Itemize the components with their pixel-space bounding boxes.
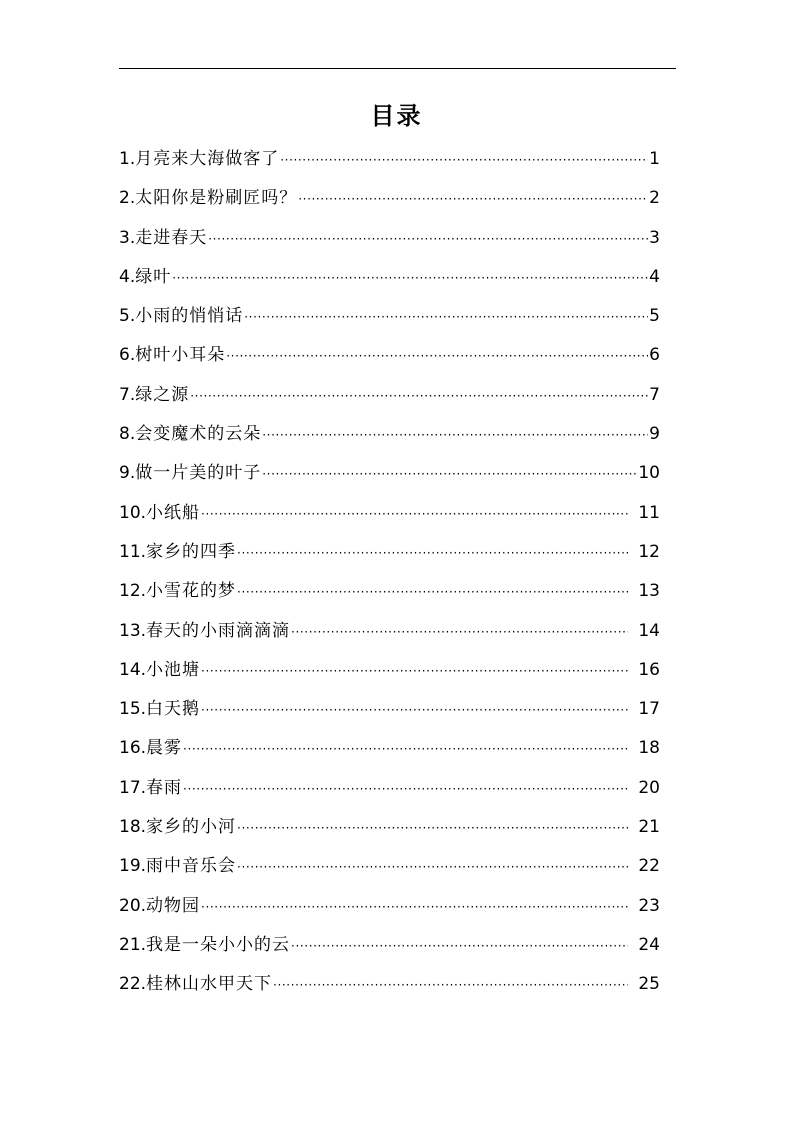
toc-entry-page-number: 3 (649, 227, 660, 248)
dot-leader (183, 770, 628, 809)
toc-entry-number: 13. (119, 620, 147, 641)
dot-leader (208, 220, 648, 259)
toc-entry-number: 11. (119, 541, 147, 562)
toc-entry (119, 258, 660, 297)
toc-entry-page-number: 12 (638, 541, 660, 562)
toc-entry-title: 家乡的小河 (146, 817, 237, 838)
toc-entry (119, 612, 660, 651)
toc-entry (119, 808, 660, 847)
toc-entry-number: 2. (119, 188, 136, 209)
toc-entry (119, 219, 660, 258)
dot-leader (237, 848, 628, 887)
toc-entry-title: 晨雾 (146, 738, 183, 759)
dot-leader (262, 455, 637, 494)
dot-leader (273, 966, 628, 1005)
toc-entry-page-number: 25 (638, 974, 660, 995)
dot-leader (172, 259, 648, 298)
toc-entry-number: 8. (119, 424, 136, 445)
toc-entry-page-number: 11 (638, 502, 660, 523)
toc-entry (119, 769, 660, 808)
toc-entry-page-number: 24 (638, 934, 660, 955)
toc-entry-title: 春雨 (146, 777, 183, 798)
toc-entry-page-number: 5 (649, 306, 660, 327)
toc-entry-page-number: 20 (638, 777, 660, 798)
toc-entry-page-number: 13 (638, 581, 660, 602)
toc-entry (119, 297, 660, 336)
toc-entry-page-number: 10 (638, 463, 660, 484)
dot-leader (190, 377, 648, 416)
toc-entry-title: 绿之源 (135, 384, 190, 405)
toc-entry-page-number: 17 (638, 699, 660, 720)
toc-entry (119, 415, 660, 454)
toc-entry-title: 走进春天 (135, 227, 208, 248)
toc-entry-page-number: 16 (638, 659, 660, 680)
toc-entry-number: 17. (119, 777, 147, 798)
toc-entry-title: 月亮来大海做客了 (135, 149, 280, 169)
toc-entry-number: 15. (119, 699, 147, 720)
dot-leader (237, 573, 628, 612)
toc-entry-title: 动物园 (146, 895, 201, 916)
toc-entry-page-number: 22 (638, 856, 660, 877)
toc-entry-number: 1. (119, 149, 136, 169)
table-of-contents (119, 140, 660, 1005)
dot-leader (244, 298, 648, 337)
toc-entry-title: 小纸船 (146, 502, 201, 523)
toc-entry (119, 847, 660, 886)
toc-entry-page-number: 14 (638, 620, 660, 641)
header-rule (119, 68, 676, 69)
toc-entry (119, 926, 660, 965)
toc-entry-number: 6. (119, 345, 136, 366)
toc-entry-number: 10. (119, 502, 147, 523)
toc-entry (119, 729, 660, 768)
dot-leader (291, 927, 628, 966)
dot-leader (226, 337, 648, 376)
toc-entry-title: 小池塘 (146, 659, 201, 680)
toc-entry-title: 我是一朵小小的云 (146, 934, 291, 955)
page-title: 目录 (370, 102, 423, 130)
toc-entry-page-number: 7 (649, 384, 660, 405)
dot-leader (280, 141, 648, 180)
toc-entry (119, 494, 660, 533)
dot-leader (262, 416, 648, 455)
toc-entry (119, 533, 660, 572)
toc-entry-title: 雨中音乐会 (146, 856, 237, 877)
dot-leader (201, 691, 628, 730)
toc-entry-title: 做一片美的叶子 (135, 463, 262, 484)
toc-entry-page-number: 18 (638, 738, 660, 759)
toc-entry (119, 965, 660, 1004)
toc-entry-number: 22. (119, 974, 147, 995)
dot-leader (237, 534, 628, 573)
toc-entry (119, 140, 660, 179)
toc-entry-title: 春天的小雨滴滴滴 (146, 620, 291, 641)
toc-entry-page-number: 23 (638, 895, 660, 916)
dot-leader (201, 888, 628, 927)
toc-entry-page-number: 1 (649, 149, 660, 169)
toc-entry-page-number: 6 (649, 345, 660, 366)
toc-entry-number: 21. (119, 934, 147, 955)
toc-entry (119, 887, 660, 926)
toc-entry-title: 小雨的悄悄话 (135, 306, 244, 327)
toc-entry-number: 12. (119, 581, 147, 602)
toc-entry-number: 5. (119, 306, 136, 327)
toc-entry-number: 19. (119, 856, 147, 877)
toc-entry (119, 179, 660, 218)
toc-entry-page-number: 9 (649, 424, 660, 445)
toc-entry-page-number: 4 (649, 266, 660, 287)
dot-leader (183, 730, 628, 769)
toc-entry (119, 336, 660, 375)
toc-entry-title: 绿叶 (135, 266, 172, 287)
toc-entry-number: 16. (119, 738, 147, 759)
toc-entry-page-number: 21 (638, 817, 660, 838)
toc-entry-number: 9. (119, 463, 136, 484)
toc-entry-title: 白天鹅 (146, 699, 201, 720)
toc-entry-number: 14. (119, 659, 147, 680)
toc-entry (119, 376, 660, 415)
toc-entry-number: 3. (119, 227, 136, 248)
toc-entry-title: 桂林山水甲天下 (146, 974, 273, 995)
toc-entry-title: 家乡的四季 (146, 541, 237, 562)
toc-entry-title: 太阳你是粉刷匠吗？ (135, 188, 298, 209)
dot-leader (201, 495, 628, 534)
dot-leader (291, 613, 628, 652)
toc-entry (119, 651, 660, 690)
toc-entry (119, 572, 660, 611)
toc-entry-number: 7. (119, 384, 136, 405)
toc-entry-title: 会变魔术的云朵 (135, 424, 262, 445)
dot-leader (201, 652, 628, 691)
toc-entry (119, 454, 660, 493)
toc-entry-number: 20. (119, 895, 147, 916)
dot-leader (237, 809, 628, 848)
toc-entry-title: 小雪花的梦 (146, 581, 237, 602)
toc-entry (119, 690, 660, 729)
toc-entry-number: 18. (119, 817, 147, 838)
toc-entry-page-number: 2 (649, 188, 660, 209)
toc-entry-title: 树叶小耳朵 (135, 345, 226, 366)
dot-leader (298, 180, 648, 219)
toc-entry-number: 4. (119, 266, 136, 287)
